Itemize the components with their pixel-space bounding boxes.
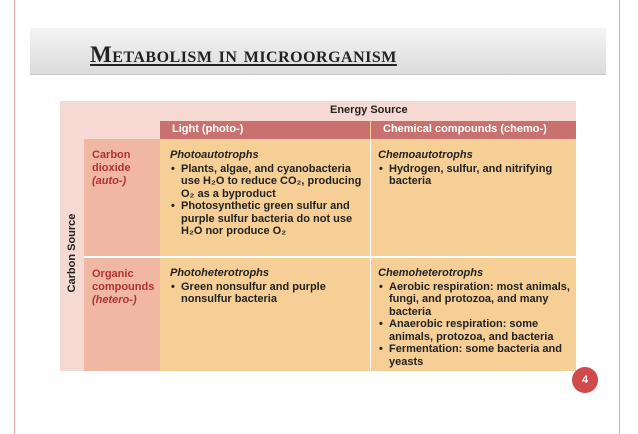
- metabolism-table: [60, 101, 576, 371]
- photoautotrophs-title: Photoautotrophs: [170, 149, 259, 161]
- chemoautotrophs-cell: [378, 149, 568, 188]
- chemoheterotrophs-cell: [378, 267, 570, 368]
- chemoheterotrophs-item: • Anaerobic respiration: some animals, protozoa, and bacteria: [378, 318, 570, 343]
- carbon-dioxide-row-label: [84, 139, 160, 256]
- slide-title: Metabolism in microorganism: [90, 42, 397, 67]
- carbon-source-header: [60, 139, 84, 371]
- light-header: [160, 121, 370, 139]
- organic-line-3: (hetero-): [92, 294, 137, 306]
- carbon-dioxide-line-2: dioxide: [92, 162, 131, 174]
- energy-source-label: Energy Source: [330, 104, 408, 116]
- organic-row-label: [84, 258, 160, 371]
- chemoheterotrophs-item: • Aerobic respiration: most animals, fungi, and protozoa, and many bacteria: [378, 281, 570, 319]
- column-divider: [370, 139, 371, 371]
- carbon-dioxide-line-1: Carbon: [92, 149, 131, 161]
- photoheterotrophs-cell: [170, 267, 366, 306]
- carbon-dioxide-line-3: (auto-): [92, 175, 127, 187]
- light-header-label: Light (photo-): [172, 123, 244, 135]
- chemoautotrophs-item: • Hydrogen, sulfur, and nitrifying bacteria: [378, 163, 568, 188]
- carbon-source-label: Carbon Source: [66, 213, 78, 293]
- organic-line-2: compounds: [92, 281, 155, 293]
- chemoautotrophs-title: Chemoautotrophs: [378, 149, 473, 161]
- organic-line-1: Organic: [92, 268, 134, 280]
- energy-source-header: [60, 101, 576, 121]
- photoheterotrophs-item: • Green nonsulfur and purple nonsulfur bacteria: [170, 281, 366, 306]
- corner-cell: [60, 121, 160, 139]
- page-number-badge: 4: [572, 367, 598, 393]
- chemoheterotrophs-item: • Fermentation: some bacteria and yeasts: [378, 343, 570, 368]
- row-divider: [84, 256, 576, 258]
- chemical-header-label: Chemical compounds (chemo-): [383, 123, 547, 135]
- chemical-header: [371, 121, 576, 139]
- chemoheterotrophs-title: Chemoheterotrophs: [378, 267, 484, 279]
- photoautotrophs-cell: [170, 149, 366, 238]
- photoautotrophs-item: • Photosynthetic green sulfur and purple sulfur bacteria do not use H₂O nor produce O₂: [170, 200, 366, 238]
- photoautotrophs-item: • Plants, algae, and cyanobacteria use H₂O to reduce CO₂, producing O₂ as a byproduct: [170, 163, 366, 201]
- photoheterotrophs-title: Photoheterotrophs: [170, 267, 269, 279]
